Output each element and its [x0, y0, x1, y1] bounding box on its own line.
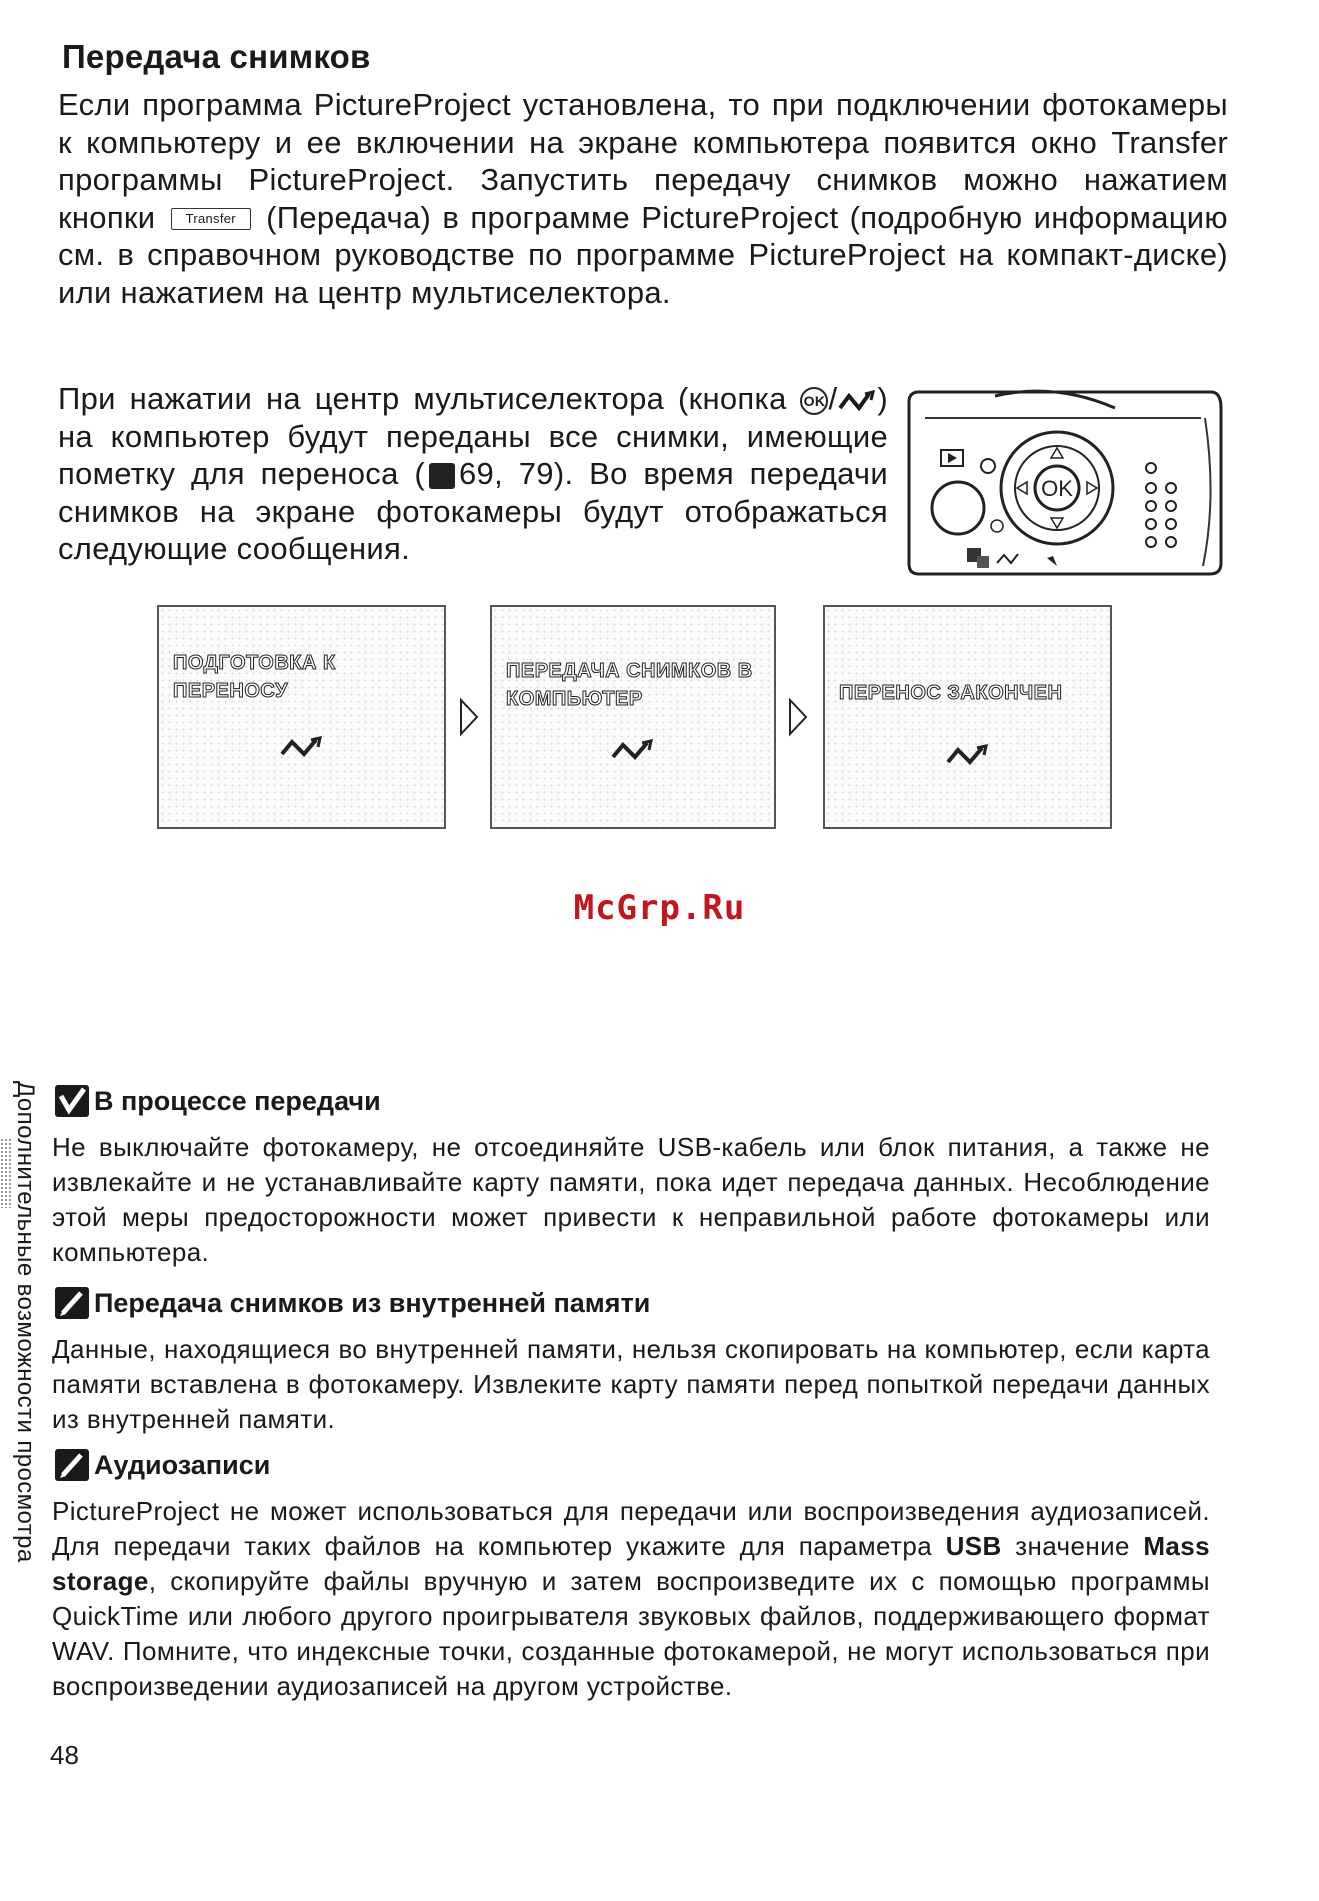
intro-text-1: Если программа PictureProject установлена, то при подключении фотокамеры к компьютеру и ее включении на экране компьютера появится окно Transfer программы PictureProject. Запустить передачу снимков можно нажатием кнопки	[58, 87, 1228, 235]
transfer-button-glyph: Transfer	[171, 208, 251, 230]
screen-text-line1: ПЕРЕДАЧА СНИМКОВ В	[506, 660, 753, 682]
ms-text-4: ). Во время передачи снимков на экране фотокамеры будут отображаться следующие сообщения.	[58, 456, 889, 566]
intro-paragraph	[58, 86, 1228, 311]
mass-storage-setting: Mass storage	[52, 1531, 1210, 1596]
shutter-button	[932, 482, 984, 534]
intro-text-2: (Передача) в программе PictureProject (подробную информацию см. в справочном руководстве по программе PictureProject на компакт-диске) или нажатием на центр мультиселектора.	[58, 199, 1228, 310]
camera-illustration	[905, 388, 1225, 578]
audio-text-3: , скопируйте файлы вручную и затем воспроизведите их с помощью программы QuickTime или любого другого проигрывателя звуковых файлов, поддерживающего формат WAV. Помните, что индексные точки, созданные фотокамерой, не могут использоваться при воспроизведении аудиозаписей на другом устройстве.	[52, 1566, 1210, 1701]
watermark: McGrp.Ru	[573, 888, 746, 928]
ms-text-2: /	[828, 381, 838, 416]
ms-refs: 69, 79	[459, 456, 554, 491]
multiselector-paragraph	[58, 380, 888, 568]
transfer-icon	[837, 388, 877, 414]
ms-text-3: ) на компьютер будут переданы все снимки, имеющие пометку для переноса (	[58, 381, 888, 491]
note-body-internal-memory: Данные, находящиеся во внутренней памяти, нельзя скопировать на компьютер, если карта памяти вставлена в фотокамеру. Извлеките карту памяти перед попыткой передачи данных из внутренней памяти.	[52, 1334, 1210, 1434]
ok-button-icon: OK	[800, 387, 828, 415]
pencil-icon	[54, 1286, 90, 1320]
note-heading-text: Аудиозаписи	[94, 1449, 271, 1480]
page-number: 48	[50, 1740, 79, 1770]
transfer-icon	[609, 735, 657, 765]
pencil-icon	[54, 1448, 90, 1482]
note-heading-text: В процессе передачи	[94, 1085, 381, 1116]
audio-text-2: значение	[1015, 1531, 1130, 1561]
ok-label: OK	[1041, 476, 1073, 501]
reference-icon	[429, 463, 455, 489]
ms-text-1: При нажатии на центр мультиселектора (кнопка	[58, 381, 787, 416]
checkmark-icon	[54, 1084, 90, 1118]
screen-complete	[823, 605, 1112, 829]
note-body-audio	[52, 1494, 1210, 1704]
note-heading-text: Передача снимков из внутренней памяти	[94, 1287, 651, 1318]
note-heading-audio	[54, 1448, 270, 1482]
screen-text: ПЕРЕНОС ЗАКОНЧЕН	[839, 682, 1063, 704]
screen-preparing	[157, 605, 446, 829]
note-heading-internal-memory	[54, 1286, 650, 1320]
note-heading-during-transfer	[54, 1084, 381, 1118]
page-title: Передача снимков	[62, 38, 371, 75]
screen-transferring	[490, 605, 776, 829]
usb-setting: USB	[945, 1531, 1002, 1561]
screen-text: ПОДГОТОВКА К ПЕРЕНОСУ	[173, 652, 336, 702]
step-arrow-icon	[787, 697, 809, 737]
transfer-icon	[944, 740, 992, 770]
audio-text-1: PictureProject не может использоваться для передачи или воспроизведения аудиозаписей. Для передачи таких файлов на компьютер укажите для параметра	[52, 1496, 1210, 1561]
section-sidebar-label: Дополнительные возможности просмотра	[12, 1081, 39, 1563]
screen-text-line2: КОМПЬЮТЕР	[506, 688, 643, 710]
note-body-during-transfer: Не выключайте фотокамеру, не отсоединяйте USB-кабель или блок питания, а также не извлекайте и не устанавливайте карту памяти, пока идет передача данных. Несоблюдение этой меры предосторожности может привести к неправильной работе фотокамеры или компьютера.	[52, 1132, 1210, 1267]
transfer-icon	[278, 732, 326, 762]
step-arrow-icon	[458, 697, 480, 737]
